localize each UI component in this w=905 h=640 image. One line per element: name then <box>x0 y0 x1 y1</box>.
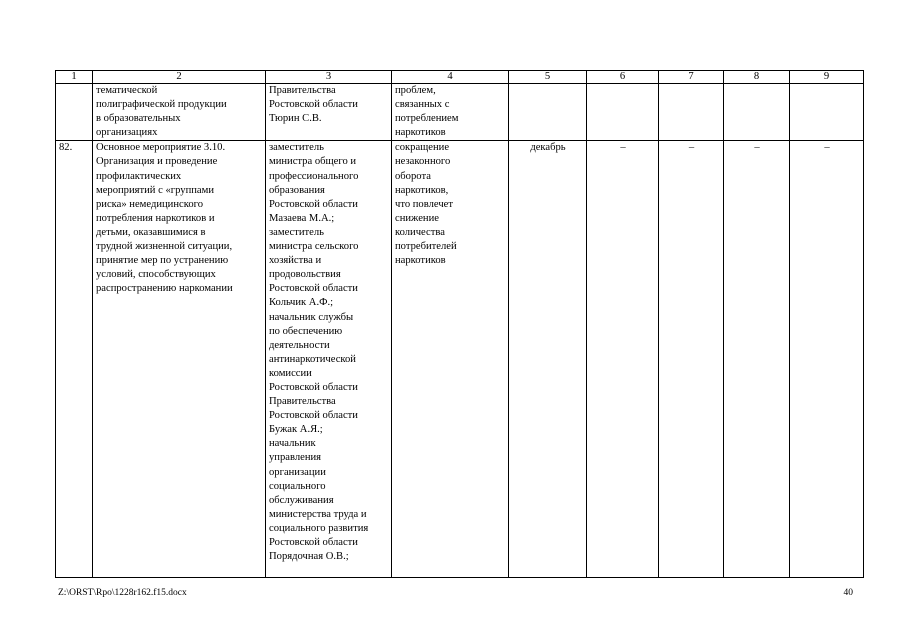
text-line: потребителей <box>395 241 457 253</box>
text-line: детьми, оказавшимися в <box>96 226 206 238</box>
result-cell <box>392 84 509 141</box>
text-line: потребления наркотиков и <box>96 212 215 224</box>
header-cell: 6 <box>587 71 659 84</box>
value-cell: – <box>587 141 659 578</box>
text-line: проблем, <box>395 85 436 96</box>
text-line: заместитель <box>269 226 325 238</box>
text-line: профессионального <box>269 170 359 182</box>
value-cell: – <box>724 141 790 578</box>
text-line: в образовательных <box>96 113 181 125</box>
text-line: тематической <box>96 85 158 96</box>
text-line: Правительства <box>269 396 336 408</box>
text-line: министра общего и <box>269 156 357 168</box>
text-line: социального развития <box>269 522 369 534</box>
table-header-row <box>56 71 864 84</box>
text-line: что повлечет <box>395 198 453 210</box>
page-number: 40 <box>843 588 853 598</box>
text-line: продовольствия <box>269 269 341 281</box>
text-line: незаконного <box>395 156 451 168</box>
text-line: Ростовской области <box>269 410 358 422</box>
text-line: организации <box>269 466 326 478</box>
header-cell: 1 <box>56 71 93 84</box>
text-line: Мазаева М.А.; <box>269 212 335 224</box>
text-line: сокращение <box>395 142 450 154</box>
text-line: организациях <box>96 127 158 139</box>
header-cell: 7 <box>659 71 724 84</box>
text-line: трудной жизненной ситуации, <box>96 241 233 253</box>
value-cell <box>587 84 659 141</box>
text-line: по обеспечению <box>269 325 343 337</box>
value-cell <box>790 84 864 141</box>
text-line: наркотиков <box>395 127 446 139</box>
text-line: мероприятий с «группами <box>96 184 214 196</box>
text-line: начальник службы <box>269 311 354 323</box>
value-cell: – <box>790 141 864 578</box>
text-line: принятие мер по устранению <box>96 255 229 267</box>
text-line: Кольчик А.Ф.; <box>269 297 334 309</box>
text-line: профилактических <box>96 170 182 182</box>
text-line: полиграфической продукции <box>96 99 227 111</box>
header-cell: 5 <box>509 71 587 84</box>
text-line: комиссии <box>269 367 312 379</box>
text-line: Основное мероприятие 3.10. <box>96 142 226 154</box>
text-line: Правительства <box>269 85 336 96</box>
text-line: Ростовской области <box>269 283 358 295</box>
header-cell: 3 <box>266 71 392 84</box>
text-line: Порядочная О.В.; <box>269 551 349 563</box>
text-line: Ростовской области <box>269 537 358 548</box>
responsible-cell <box>266 84 392 141</box>
header-cell: 8 <box>724 71 790 84</box>
header-cell: 4 <box>392 71 509 84</box>
text-line: социального <box>269 480 326 492</box>
text-line: хозяйства и <box>269 255 322 267</box>
result-cell <box>392 141 509 578</box>
header-cell: 2 <box>93 71 266 84</box>
text-line: заместитель <box>269 142 325 154</box>
text-line: Ростовской области <box>269 198 358 210</box>
table-row-continuation <box>56 84 864 141</box>
text-line: начальник <box>269 438 316 450</box>
text-line: Ростовской области <box>269 381 358 393</box>
text-line: наркотиков, <box>395 184 449 196</box>
text-line: Бужак А.Я.; <box>269 424 323 436</box>
text-line: образования <box>269 184 325 196</box>
text-line: риска» немедицинского <box>96 198 203 210</box>
deadline-cell <box>509 84 587 141</box>
table-row-82 <box>56 141 864 578</box>
measure-cell <box>93 84 266 141</box>
text-line: Тюрин С.В. <box>269 113 322 125</box>
text-line: Ростовской области <box>269 99 358 111</box>
value-cell <box>659 84 724 141</box>
text-line: министра сельского <box>269 241 359 253</box>
row-number-cell: 82. <box>56 141 93 578</box>
text-line: наркотиков <box>395 255 446 267</box>
document-table <box>55 70 864 578</box>
measure-cell <box>93 141 266 578</box>
text-line: потреблением <box>395 113 459 125</box>
text-line: Организация и проведение <box>96 156 218 168</box>
responsible-cell <box>266 141 392 578</box>
text-line: условий, способствующих <box>96 269 216 281</box>
text-line: управления <box>269 452 322 464</box>
text-line: снижение <box>395 212 439 224</box>
text-line: связанных с <box>395 99 450 111</box>
row-number-cell <box>56 84 93 141</box>
deadline-cell: декабрь <box>509 141 587 578</box>
text-line: количества <box>395 226 445 238</box>
value-cell <box>724 84 790 141</box>
text-line: деятельности <box>269 339 330 351</box>
text-line: распространению наркомании <box>96 283 233 295</box>
value-cell: – <box>659 141 724 578</box>
text-line: антинаркотической <box>269 353 356 365</box>
text-line: обслуживания <box>269 494 334 506</box>
footer-file-path: Z:\ORST\Rpo\1228r162.f15.docx <box>58 588 187 598</box>
header-cell: 9 <box>790 71 864 84</box>
text-line: оборота <box>395 170 431 182</box>
text-line: министерства труда и <box>269 508 367 520</box>
